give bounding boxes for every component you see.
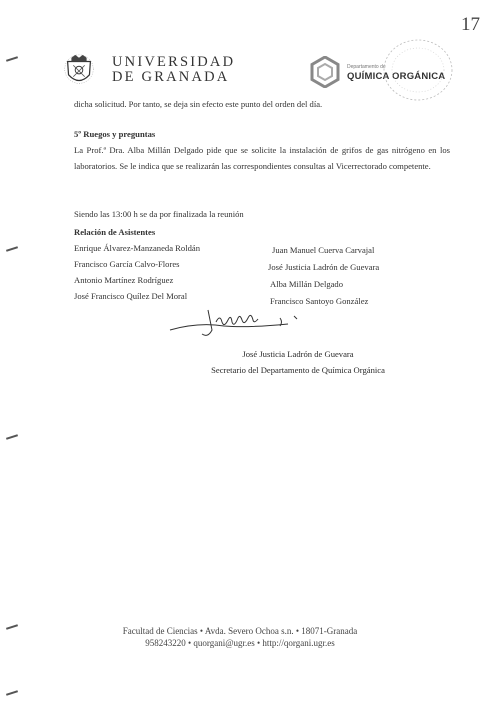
attendee-left: Francisco García Calvo-Flores: [74, 259, 180, 269]
closing-line: Siendo las 13:00 h se da por finalizada la reunión: [74, 209, 244, 219]
attendee-left: José Francisco Quílez Del Moral: [74, 291, 188, 301]
attendee-right: Francisco Santoyo González: [270, 296, 369, 306]
page-number: 17: [461, 14, 480, 35]
faint-stamp-seal: [378, 30, 458, 110]
section-5-paragraph: La Prof.ª Dra. Alba Millán Delgado pide que se solicite la instalación de grifos de gas nitrógeno en los laboratorios. Se le indica que se realizarán las correspondientes consultas al Vicerrectorado competente.: [74, 145, 450, 171]
university-name-line1: UNIVERSIDAD: [112, 54, 236, 70]
signer-name: José Justicia Ladrón de Guevara: [242, 349, 354, 359]
attendees-title: Relación de Asistentes: [74, 227, 156, 237]
university-name-line2: DE GRANADA: [112, 69, 230, 85]
attendee-right: José Justicia Ladrón de Guevara: [268, 262, 380, 272]
attendee-left: Enrique Álvarez-Manzaneda Roldán: [74, 243, 200, 253]
opening-line: dicha solicitud. Por tanto, se deja sin efecto este punto del orden del día.: [74, 99, 323, 109]
margin-mark: [6, 624, 18, 630]
section-5-title: 5º Ruegos y preguntas: [74, 129, 156, 139]
signer-title: Secretario del Departamento de Química Orgánica: [211, 365, 385, 375]
handwritten-signature: [168, 308, 308, 342]
department-label-small: Departamento de: [347, 64, 386, 70]
attendee-right: Alba Millán Delgado: [270, 279, 344, 289]
footer-address: Facultad de Ciencias • Avda. Severo Ochoa s.n. • 18071-Granada: [122, 626, 358, 636]
margin-mark: [6, 246, 18, 252]
department-name: QUÍMICA ORGÁNICA: [347, 71, 446, 82]
university-name: [112, 55, 235, 85]
university-crest-logo: [60, 52, 98, 90]
margin-mark: [6, 56, 18, 62]
attendee-left: Antonio Martínez Rodríguez: [74, 275, 174, 285]
department-hexagon-logo: [310, 56, 340, 88]
margin-mark: [6, 690, 18, 696]
footer-contact: 958243220 • quorgani@ugr.es • http://qorgani.ugr.es: [145, 638, 335, 648]
attendee-right: Juan Manuel Cuerva Carvajal: [272, 245, 375, 255]
margin-mark: [6, 434, 18, 440]
